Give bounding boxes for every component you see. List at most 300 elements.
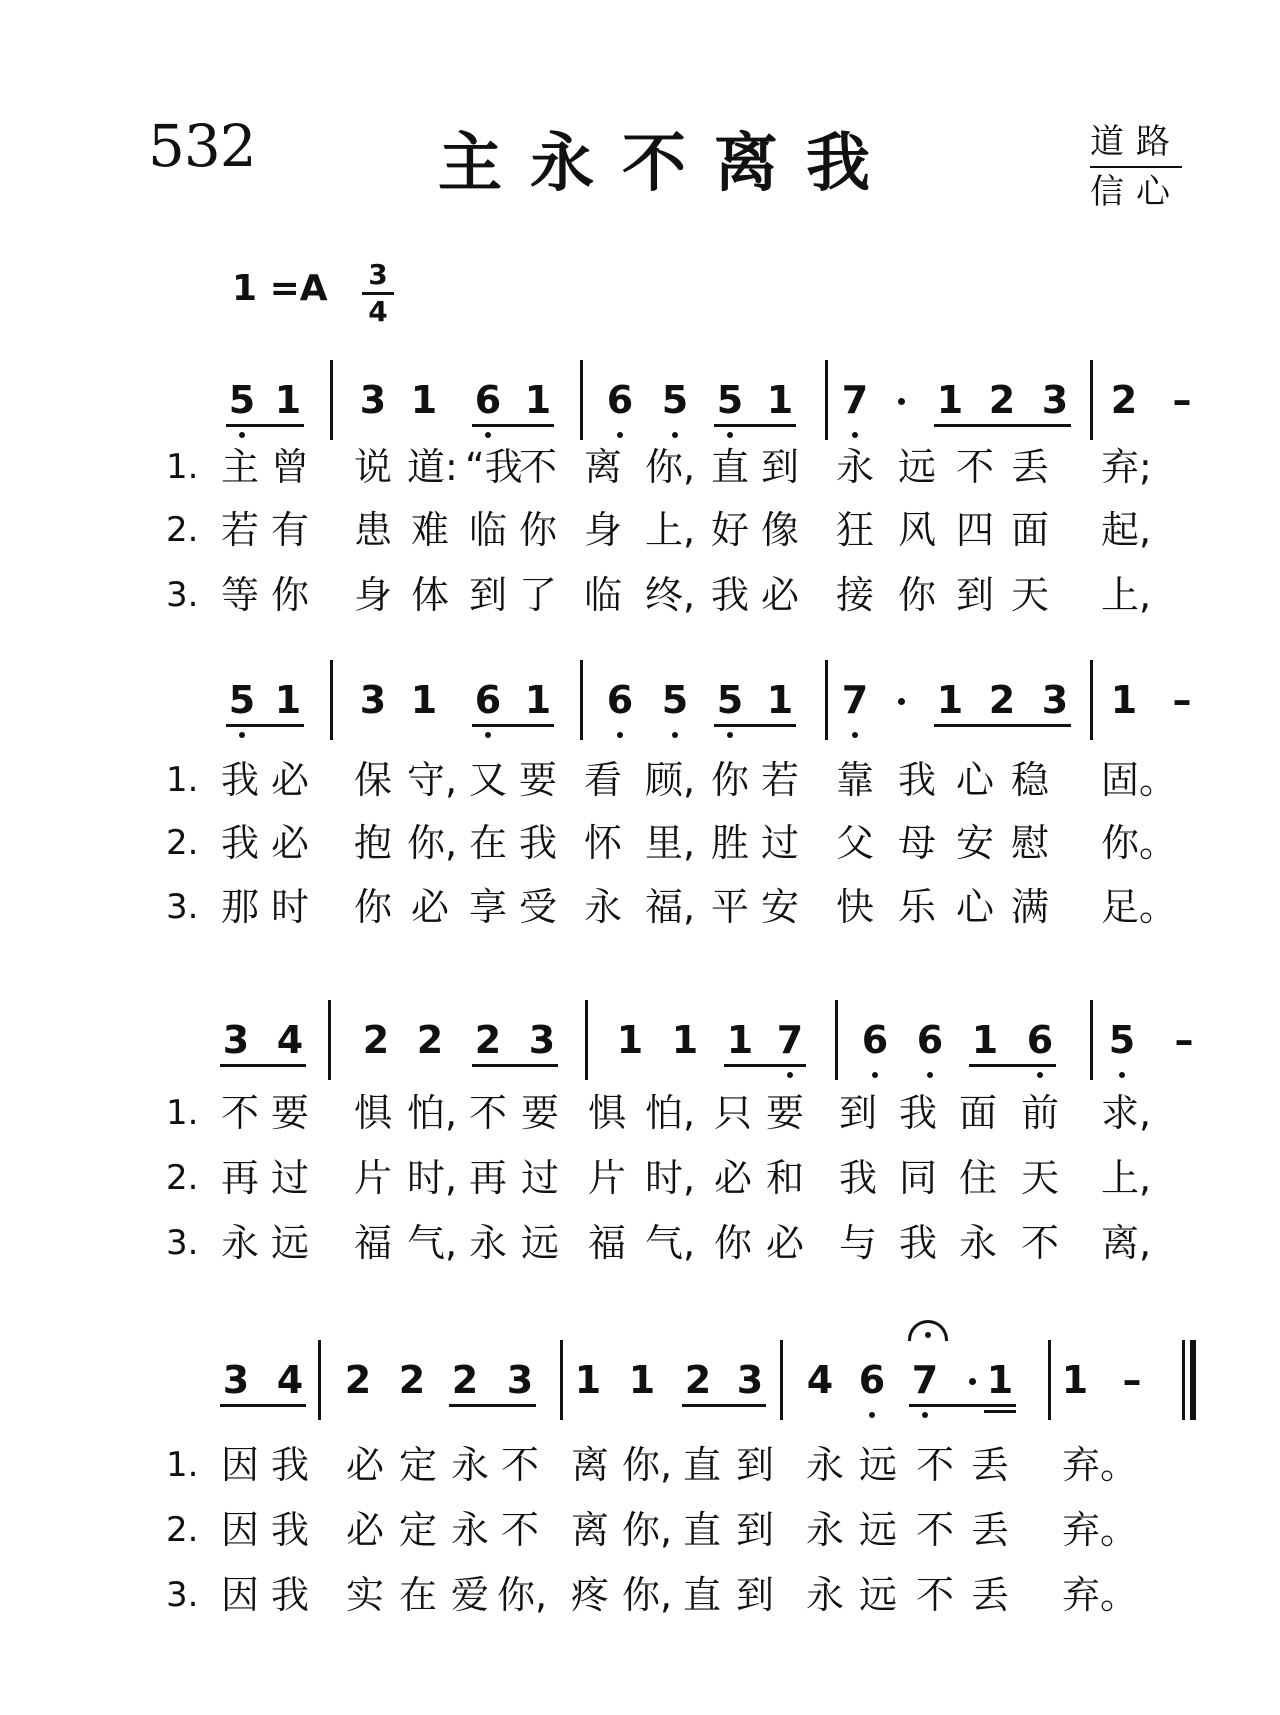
lyric-syllable: 离 xyxy=(570,1508,609,1552)
lyric-syllable: 同 xyxy=(898,1156,937,1200)
lyric-line-verse-3 xyxy=(0,570,1280,620)
lower-octave-dot xyxy=(1119,1072,1125,1078)
lyric-syllable: 丢 xyxy=(970,1573,1009,1617)
lyric-syllable: 顾, xyxy=(645,758,696,802)
verse-number: 3. xyxy=(166,887,199,927)
lyric-syllable: 定 xyxy=(398,1508,437,1552)
note-digit: 1 xyxy=(726,1018,754,1062)
lyric-syllable: 天 xyxy=(1010,573,1049,617)
lower-octave-dot xyxy=(672,432,678,438)
verse-number: 3. xyxy=(166,1575,199,1615)
lyric-syllable: 不 xyxy=(915,1443,954,1487)
lyric-syllable: 保 xyxy=(353,758,392,802)
note-digit: 6 xyxy=(606,378,634,422)
lower-octave-dot xyxy=(617,432,623,438)
note-digit: 2 xyxy=(684,1358,712,1402)
lower-octave-dot xyxy=(485,432,491,438)
note-digit: 1 xyxy=(616,1018,644,1062)
lyric-syllable: 有 xyxy=(270,508,309,552)
credits xyxy=(1090,118,1182,216)
barline xyxy=(1090,1000,1093,1080)
key-signature: 1 =A xyxy=(232,268,328,309)
lyric-syllable: 到 xyxy=(735,1573,774,1617)
lyric-syllable: 片 xyxy=(353,1156,392,1200)
lyric-syllable: 爱 xyxy=(450,1573,489,1617)
lyric-syllable: 气, xyxy=(645,1221,696,1265)
lyric-syllable: 要 xyxy=(520,1091,559,1135)
lyric-syllable: 守, xyxy=(407,758,458,802)
note-digit: 6 xyxy=(916,1018,944,1062)
time-signature xyxy=(358,258,398,329)
lyric-syllable: 再 xyxy=(220,1156,259,1200)
barline xyxy=(580,660,583,740)
fermata-icon xyxy=(908,1320,948,1341)
beam xyxy=(226,724,304,727)
beam xyxy=(472,424,554,427)
beam xyxy=(682,1404,766,1407)
lyric-syllable: 在 xyxy=(468,821,507,865)
lower-octave-dot xyxy=(727,732,733,738)
note-digit: 3 xyxy=(1041,678,1069,722)
note-digit: 1 xyxy=(971,1018,999,1062)
lower-octave-dot xyxy=(852,432,858,438)
credit-line-2: 信心 xyxy=(1090,172,1182,212)
lyric-syllable: 你 xyxy=(353,885,392,929)
lyric-syllable: 你 xyxy=(518,508,557,552)
lyric-syllable: 我 xyxy=(270,1443,309,1487)
lyric-syllable: 求, xyxy=(1101,1091,1152,1135)
note-digit: 1 xyxy=(274,678,302,722)
lyric-syllable: 弃。 xyxy=(1062,1573,1139,1617)
lyric-line-verse-1 xyxy=(0,755,1280,805)
lyric-syllable: 你 xyxy=(710,758,749,802)
lyric-syllable: 快 xyxy=(835,885,874,929)
barline xyxy=(580,360,583,440)
lyric-syllable: 母 xyxy=(897,821,936,865)
note-digit: 2 xyxy=(451,1358,479,1402)
lyric-syllable: 四 xyxy=(955,508,994,552)
lyric-syllable: 接 xyxy=(835,573,874,617)
beam xyxy=(220,1064,306,1067)
note-digit: 5 xyxy=(716,378,744,422)
augmentation-dot xyxy=(898,698,905,705)
lyric-syllable: 面 xyxy=(1010,508,1049,552)
note-digit: 3 xyxy=(1041,378,1069,422)
note-digit: 6 xyxy=(861,1018,889,1062)
note-digit: 1 xyxy=(936,378,964,422)
verse-number: 3. xyxy=(166,575,199,615)
lyric-syllable: 到 xyxy=(735,1508,774,1552)
beam xyxy=(714,724,796,727)
lyric-syllable: 远 xyxy=(520,1221,559,1265)
lyric-syllable: 临 xyxy=(468,508,507,552)
lyric-syllable: 永 xyxy=(805,1508,844,1552)
lyric-syllable: 心 xyxy=(955,885,994,929)
lyric-syllable: 乐 xyxy=(897,885,936,929)
lyric-syllable: 道: xyxy=(407,445,458,489)
barline xyxy=(1090,360,1093,440)
lyric-line-verse-3 xyxy=(0,1570,1280,1620)
lyric-syllable: 你, xyxy=(622,1443,673,1487)
note-digit: 2 xyxy=(416,1018,444,1062)
lyric-syllable: 我 xyxy=(710,573,749,617)
note-digit: 1 xyxy=(410,678,438,722)
lyric-syllable: 身 xyxy=(353,573,392,617)
note-digit: 1 xyxy=(1061,1358,1089,1402)
note-digit: 1 xyxy=(936,678,964,722)
beam xyxy=(472,1064,558,1067)
lyric-syllable: 我 xyxy=(518,821,557,865)
lyric-syllable: 直 xyxy=(710,445,749,489)
note-digit: 2 xyxy=(344,1358,372,1402)
lyric-syllable: 远 xyxy=(270,1221,309,1265)
lyric-syllable: 远 xyxy=(858,1573,897,1617)
lyric-syllable: 又 xyxy=(468,758,507,802)
note-digit: 3 xyxy=(506,1358,534,1402)
lyric-syllable: 和 xyxy=(765,1156,804,1200)
lyric-syllable: 不 xyxy=(1020,1221,1059,1265)
lyric-syllable: 你 xyxy=(713,1221,752,1265)
lower-octave-dot xyxy=(239,732,245,738)
verse-number: 2. xyxy=(166,1510,199,1550)
lyric-syllable: 临 xyxy=(583,573,622,617)
lyric-line-verse-1 xyxy=(0,1088,1280,1138)
lyric-syllable: 你 xyxy=(270,573,309,617)
time-signature-top: 3 xyxy=(368,258,388,291)
double-beam xyxy=(984,1410,1016,1413)
lyric-syllable: 说 xyxy=(353,445,392,489)
lyric-syllable: 到 xyxy=(760,445,799,489)
note-digit: 2 xyxy=(988,378,1016,422)
lyric-syllable: 必 xyxy=(765,1221,804,1265)
lyric-syllable: 里, xyxy=(645,821,696,865)
lower-octave-dot xyxy=(869,1412,875,1418)
lyric-syllable: 丢 xyxy=(970,1508,1009,1552)
lyric-syllable: 主 xyxy=(220,445,259,489)
lyric-syllable: 必 xyxy=(760,573,799,617)
lyric-syllable: 若 xyxy=(760,758,799,802)
lyric-syllable: 安 xyxy=(760,885,799,929)
lyric-syllable: 气, xyxy=(407,1221,458,1265)
note-digit: 7 xyxy=(911,1358,939,1402)
note-digit: 3 xyxy=(736,1358,764,1402)
lower-octave-dot xyxy=(485,732,491,738)
lyric-syllable: 好 xyxy=(710,508,749,552)
verse-number: 1. xyxy=(166,447,199,487)
lyric-syllable: 离 xyxy=(583,445,622,489)
note-digit: 1 xyxy=(986,1358,1014,1402)
lower-octave-dot xyxy=(927,1072,933,1078)
note-digit: 7 xyxy=(841,678,869,722)
lower-octave-dot xyxy=(672,732,678,738)
lyric-syllable: 到 xyxy=(838,1091,877,1135)
lyric-syllable: 不 xyxy=(518,445,557,489)
beam xyxy=(909,1404,1016,1407)
lyric-syllable: 永 xyxy=(805,1443,844,1487)
lyric-syllable: 离, xyxy=(1101,1221,1152,1265)
lyric-syllable: 我 xyxy=(270,1508,309,1552)
note-digit: 2 xyxy=(988,678,1016,722)
lyric-syllable: 永 xyxy=(958,1221,997,1265)
lyric-syllable: 安 xyxy=(955,821,994,865)
lyric-syllable: 你, xyxy=(622,1508,673,1552)
lyric-syllable: 你, xyxy=(497,1573,548,1617)
barline xyxy=(330,360,333,440)
lower-octave-dot xyxy=(1037,1072,1043,1078)
beam xyxy=(934,724,1071,727)
note-digit: 5 xyxy=(1108,1018,1136,1062)
beam xyxy=(220,1404,306,1407)
lyric-syllable: 定 xyxy=(398,1443,437,1487)
note-digit: 5 xyxy=(661,378,689,422)
lower-octave-dot xyxy=(787,1072,793,1078)
lyric-syllable: 像 xyxy=(760,508,799,552)
lyric-syllable: 我 xyxy=(898,1221,937,1265)
lyric-syllable: 到 xyxy=(735,1443,774,1487)
barline xyxy=(318,1340,321,1420)
lyric-syllable: 你, xyxy=(645,445,696,489)
verse-number: 2. xyxy=(166,1158,199,1198)
beam xyxy=(969,1064,1056,1067)
barline xyxy=(835,1000,838,1080)
lower-octave-dot xyxy=(239,432,245,438)
lyric-syllable: 父 xyxy=(835,821,874,865)
augmentation-dot xyxy=(969,1378,976,1385)
lyric-syllable: 弃; xyxy=(1101,445,1152,489)
lyric-syllable: 看 xyxy=(583,758,622,802)
barline xyxy=(825,660,828,740)
lyric-syllable: 满 xyxy=(1010,885,1049,929)
lyric-syllable: 足。 xyxy=(1101,885,1178,929)
note-digit: 5 xyxy=(228,378,256,422)
lyric-syllable: 风 xyxy=(897,508,936,552)
lyric-line-verse-3 xyxy=(0,882,1280,932)
verse-number: 2. xyxy=(166,823,199,863)
lyric-line-verse-2 xyxy=(0,505,1280,555)
lyric-syllable: 永 xyxy=(835,445,874,489)
lyric-syllable: 永 xyxy=(220,1221,259,1265)
lyric-syllable: 时, xyxy=(645,1156,696,1200)
note-digit: 3 xyxy=(222,1018,250,1062)
lyric-syllable: 那 xyxy=(220,885,259,929)
lyric-line-verse-1 xyxy=(0,1440,1280,1490)
lyric-syllable: 再 xyxy=(468,1156,507,1200)
note-digit: 6 xyxy=(606,678,634,722)
note-digit: 2 xyxy=(398,1358,426,1402)
beam xyxy=(714,424,796,427)
lyric-syllable: 远 xyxy=(858,1508,897,1552)
hymn-title: 主永不离我 xyxy=(438,127,898,201)
note-digit: 1 xyxy=(766,378,794,422)
lyric-line-verse-3 xyxy=(0,1218,1280,1268)
verse-number: 1. xyxy=(166,1445,199,1485)
note-digit: 1 xyxy=(410,378,438,422)
note-digit: 1 xyxy=(766,678,794,722)
lyric-syllable: 怕, xyxy=(645,1091,696,1135)
lyric-syllable: 必 xyxy=(270,758,309,802)
lyric-syllable: 曾 xyxy=(270,445,309,489)
barline xyxy=(825,360,828,440)
lyric-syllable: 必 xyxy=(345,1443,384,1487)
augmentation-dot xyxy=(898,398,905,405)
lyric-syllable: 疼 xyxy=(570,1573,609,1617)
lyric-syllable: 要 xyxy=(518,758,557,802)
lyric-syllable: 不 xyxy=(500,1508,539,1552)
lyric-syllable: 福 xyxy=(587,1221,626,1265)
note-digit: 5 xyxy=(716,678,744,722)
lyric-syllable: 起, xyxy=(1101,508,1152,552)
lyric-syllable: 过 xyxy=(760,821,799,865)
lyric-syllable: 天 xyxy=(1020,1156,1059,1200)
lyric-syllable: 丢 xyxy=(1010,445,1049,489)
note-digit: 2 xyxy=(474,1018,502,1062)
beam xyxy=(226,424,304,427)
lyric-syllable: 你。 xyxy=(1101,821,1178,865)
lyric-syllable: 怕, xyxy=(407,1091,458,1135)
verse-number: 3. xyxy=(166,1223,199,1263)
note-digit: 1 xyxy=(671,1018,699,1062)
lyric-syllable: 我 xyxy=(270,1573,309,1617)
lyric-syllable: 到 xyxy=(468,573,507,617)
lyric-syllable: 平 xyxy=(710,885,749,929)
lyric-syllable: 胜 xyxy=(710,821,749,865)
lyric-syllable: 我 xyxy=(220,821,259,865)
extension-dash: – xyxy=(1172,678,1192,722)
lyric-syllable: 不 xyxy=(915,1508,954,1552)
lyric-line-verse-2 xyxy=(0,1505,1280,1555)
verse-number: 1. xyxy=(166,1093,199,1133)
lyric-syllable: 永 xyxy=(468,1221,507,1265)
note-digit: 1 xyxy=(274,378,302,422)
note-digit: 7 xyxy=(841,378,869,422)
lyric-syllable: 过 xyxy=(520,1156,559,1200)
note-digit: 4 xyxy=(806,1358,834,1402)
note-digit: 1 xyxy=(574,1358,602,1402)
lyric-syllable: 等 xyxy=(220,573,259,617)
lyric-syllable: 我 xyxy=(838,1156,877,1200)
lyric-syllable: 离 xyxy=(570,1443,609,1487)
beam xyxy=(934,424,1071,427)
lyric-syllable: 到 xyxy=(955,573,994,617)
note-digit: 2 xyxy=(362,1018,390,1062)
lyric-syllable: 不 xyxy=(915,1573,954,1617)
lyric-syllable: 因 xyxy=(220,1443,259,1487)
lyric-syllable: 你, xyxy=(622,1573,673,1617)
lyric-syllable: 片 xyxy=(587,1156,626,1200)
lyric-syllable: 惧 xyxy=(353,1091,392,1135)
lyric-syllable: 上, xyxy=(645,508,696,552)
verse-number: 2. xyxy=(166,510,199,550)
note-digit: 4 xyxy=(276,1018,304,1062)
lyric-syllable: 惧 xyxy=(587,1091,626,1135)
lyric-syllable: 弃。 xyxy=(1062,1508,1139,1552)
verse-number: 1. xyxy=(166,760,199,800)
lyric-syllable: 抱 xyxy=(353,821,392,865)
lyric-syllable: 上, xyxy=(1101,573,1152,617)
note-digit: 3 xyxy=(359,678,387,722)
lyric-syllable: 住 xyxy=(958,1156,997,1200)
lyric-syllable: 弃。 xyxy=(1062,1443,1139,1487)
lyric-line-verse-2 xyxy=(0,818,1280,868)
note-digit: 5 xyxy=(228,678,256,722)
lyric-syllable: 必 xyxy=(345,1508,384,1552)
barline xyxy=(560,1340,563,1420)
lyric-syllable: 我 xyxy=(897,758,936,802)
lyric-syllable: 若 xyxy=(220,508,259,552)
credit-line-1: 道路 xyxy=(1090,118,1182,168)
lyric-syllable: 靠 xyxy=(835,758,874,802)
beam xyxy=(472,724,554,727)
lyric-syllable: 因 xyxy=(220,1573,259,1617)
lyric-syllable: 享 xyxy=(468,885,507,929)
note-digit: 6 xyxy=(858,1358,886,1402)
barline xyxy=(780,1340,783,1420)
lyric-syllable: 永 xyxy=(450,1508,489,1552)
lyric-syllable: 稳 xyxy=(1010,758,1049,802)
lyric-syllable: 远 xyxy=(858,1443,897,1487)
lyric-syllable: 必 xyxy=(713,1156,752,1200)
lyric-syllable: 难 xyxy=(410,508,449,552)
lower-octave-dot xyxy=(727,432,733,438)
lyric-syllable: 丢 xyxy=(970,1443,1009,1487)
barline xyxy=(330,660,333,740)
note-digit: 1 xyxy=(1110,678,1138,722)
note-digit: 7 xyxy=(776,1018,804,1062)
lyric-syllable: 永 xyxy=(450,1443,489,1487)
note-digit: 6 xyxy=(474,678,502,722)
barline xyxy=(1048,1340,1051,1420)
lyric-syllable: 福 xyxy=(353,1221,392,1265)
lyric-syllable: 慰 xyxy=(1010,821,1049,865)
note-digit: 1 xyxy=(628,1358,656,1402)
lyric-syllable: 要 xyxy=(270,1091,309,1135)
lyric-syllable: 终, xyxy=(645,573,696,617)
lyric-syllable: 我 xyxy=(220,758,259,802)
lyric-syllable: 不 xyxy=(220,1091,259,1135)
lyric-line-verse-1 xyxy=(0,442,1280,492)
lyric-syllable: 不 xyxy=(500,1443,539,1487)
lyric-syllable: 固。 xyxy=(1101,758,1178,802)
lower-octave-dot xyxy=(852,732,858,738)
lyric-syllable: 与 xyxy=(838,1221,877,1265)
lyric-syllable: 实 xyxy=(345,1573,384,1617)
lyric-syllable: 在 xyxy=(398,1573,437,1617)
time-signature-bottom: 4 xyxy=(368,295,388,328)
lyric-syllable: 心 xyxy=(955,758,994,802)
note-digit: 4 xyxy=(276,1358,304,1402)
lower-octave-dot xyxy=(922,1412,928,1418)
barline xyxy=(585,1000,588,1080)
lyric-syllable: 前 xyxy=(1020,1091,1059,1135)
barline xyxy=(1090,660,1093,740)
hymn-number: 532 xyxy=(148,112,256,180)
note-digit: 1 xyxy=(524,678,552,722)
lyric-syllable: 过 xyxy=(270,1156,309,1200)
lyric-syllable: 身 xyxy=(583,508,622,552)
lyric-syllable: 体 xyxy=(410,573,449,617)
lyric-syllable: 你 xyxy=(897,573,936,617)
note-digit: 1 xyxy=(524,378,552,422)
lyric-syllable: 上, xyxy=(1101,1156,1152,1200)
lyric-syllable: 直 xyxy=(682,1508,721,1552)
lyric-syllable: 必 xyxy=(270,821,309,865)
note-digit: 5 xyxy=(661,678,689,722)
lyric-syllable: 不 xyxy=(955,445,994,489)
lyric-syllable: 面 xyxy=(958,1091,997,1135)
lyric-syllable: 远 xyxy=(897,445,936,489)
lyric-syllable: 因 xyxy=(220,1508,259,1552)
note-digit: 2 xyxy=(1110,378,1138,422)
